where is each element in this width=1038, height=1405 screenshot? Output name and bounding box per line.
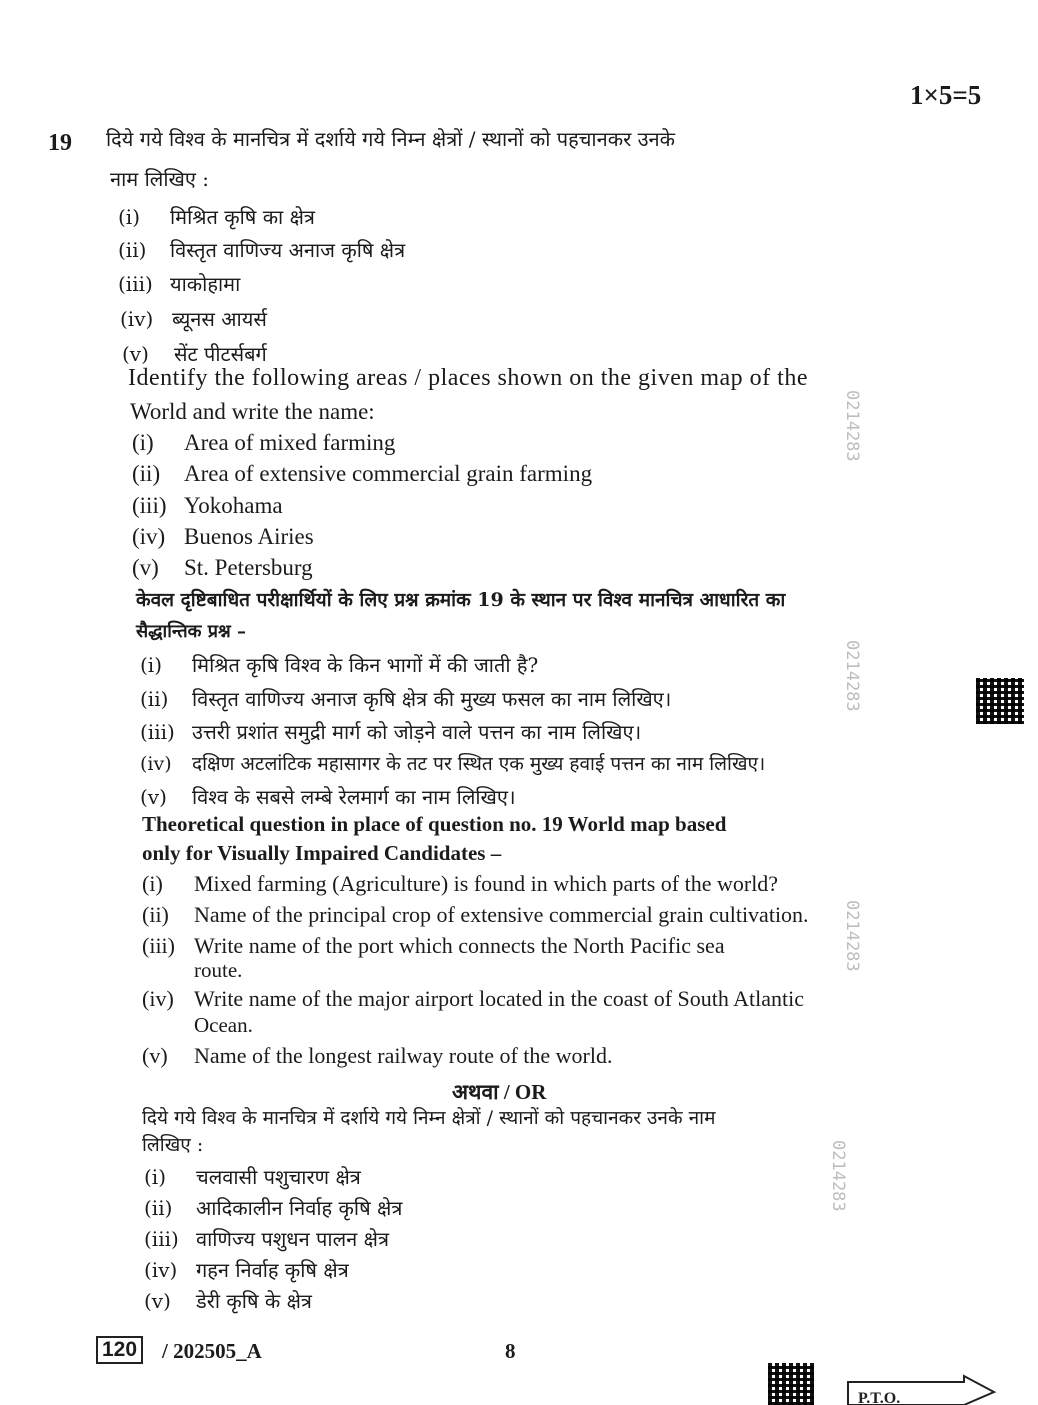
hindi-item: (i) मिश्रित कृषि का क्षेत्र (118, 205, 315, 229)
vi-english-heading-line1: Theoretical question in place of question no. 19 World map based (142, 812, 727, 836)
or-hindi-item: (iii) वाणिज्य पशुधन पालन क्षेत्र (144, 1227, 389, 1251)
vi-english-item: (v) Name of the longest railway route of the world. (142, 1043, 613, 1068)
vi-english-item: (i) Mixed farming (Agriculture) is found in which parts of the world? (142, 871, 779, 896)
vi-hindi-item: (iii) उत्तरी प्रशांत समुद्री मार्ग को जोड़ने वाले पत्तन का नाम लिखिए। (140, 720, 642, 744)
or-separator: अथवा / OR (452, 1080, 547, 1104)
vi-english-item-continuation: Ocean. (194, 1013, 253, 1037)
paper-code-box: 120 (96, 1336, 143, 1364)
question-number: 19 (48, 130, 72, 156)
english-instruction-line2: World and write the name: (130, 399, 375, 424)
vi-english-heading-line2: only for Visually Impaired Candidates – (142, 841, 502, 865)
or-hindi-item: (i) चलवासी पशुचारण क्षेत्र (144, 1165, 361, 1189)
english-item: (iv) Buenos Airies (132, 524, 314, 549)
or-hindi-item: (iv) गहन निर्वाह कृषि क्षेत्र (144, 1258, 349, 1282)
or-hindi-item: (ii) आदिकालीन निर्वाह कृषि क्षेत्र (144, 1196, 403, 1220)
qr-code-icon (768, 1363, 814, 1405)
vi-hindi-item: (ii) विस्तृत वाणिज्य अनाज कृषि क्षेत्र की मुख्य फसल का नाम लिखिए। (140, 687, 672, 711)
english-item: (ii) Area of extensive commercial grain farming (132, 461, 593, 486)
english-instruction-line1: Identify the following areas / places shown on the given map of the (128, 365, 808, 391)
or-hindi-instruction-line1: दिये गये विश्व के मानचित्र में दर्शाये गये निम्न क्षेत्रों / स्थानों को पहचानकर उनके नाम (142, 1107, 716, 1129)
or-hindi-item: (v) डेरी कृषि के क्षेत्र (144, 1289, 312, 1313)
vi-english-item-continuation: route. (194, 958, 243, 982)
paper-series: / 202505_A (162, 1339, 262, 1363)
hindi-item: (ii) विस्तृत वाणिज्य अनाज कृषि क्षेत्र (118, 238, 406, 262)
hindi-item: (v) सेंट पीटर्सबर्ग (122, 342, 267, 366)
page-number: 8 (505, 1339, 516, 1363)
vi-english-item: (iii) Write name of the port which connects the North Pacific sea (142, 933, 725, 958)
english-item: (iii) Yokohama (132, 493, 283, 518)
hindi-item: (iv) ब्यूनस आयर्स (120, 307, 267, 331)
pto-arrow-icon (844, 1374, 1038, 1405)
hindi-instruction-line1: दिये गये विश्व के मानचित्र में दर्शाये गये निम्न क्षेत्रों / स्थानों को पहचानकर उनके (106, 127, 676, 151)
margin-serial-watermark: 0214283 (828, 1140, 848, 1212)
qr-code-icon (976, 678, 1024, 724)
vi-english-item: (ii) Name of the principal crop of extensive commercial grain cultivation. (142, 902, 809, 927)
margin-serial-watermark: 021428​3 (842, 640, 862, 712)
vi-hindi-item: (iv) दक्षिण अटलांटिक महासागर के तट पर स्थित एक मुख्य हवाई पत्तन का नाम लिखिए। (140, 753, 766, 775)
margin-serial-watermark: 021​4283 (842, 390, 862, 462)
vi-hindi-item: (i) मिश्रित कृषि विश्व के किन भागों में की जाती है? (140, 653, 539, 677)
vi-hindi-heading-line2: सैद्धान्तिक प्रश्न – (136, 621, 247, 642)
marks-allocation: 1×5=5 (910, 80, 982, 110)
vi-hindi-item: (v) विश्व के सबसे लम्बे रेलमार्ग का नाम लिखिए। (140, 785, 516, 809)
margin-serial-watermark: 0214283 (842, 900, 862, 972)
english-item: (v) St. Petersburg (132, 555, 313, 580)
english-item: (i) Area of mixed farming (132, 430, 396, 455)
pto-label: P.T.O. (858, 1390, 901, 1405)
hindi-item: (iii) याकोहामा (118, 272, 241, 296)
vi-english-item: (iv) Write name of the major airport located in the coast of South Atlantic (142, 986, 805, 1011)
or-hindi-instruction-line2: लिखिए : (142, 1134, 204, 1156)
hindi-instruction-line2: नाम लिखिए : (110, 167, 210, 191)
vi-hindi-heading-line1: केवल दृष्टिबाधित परीक्षार्थियों के लिए प्रश्न क्रमांक 19 के स्थान पर विश्व मानचित्र आधारित का (136, 589, 786, 611)
